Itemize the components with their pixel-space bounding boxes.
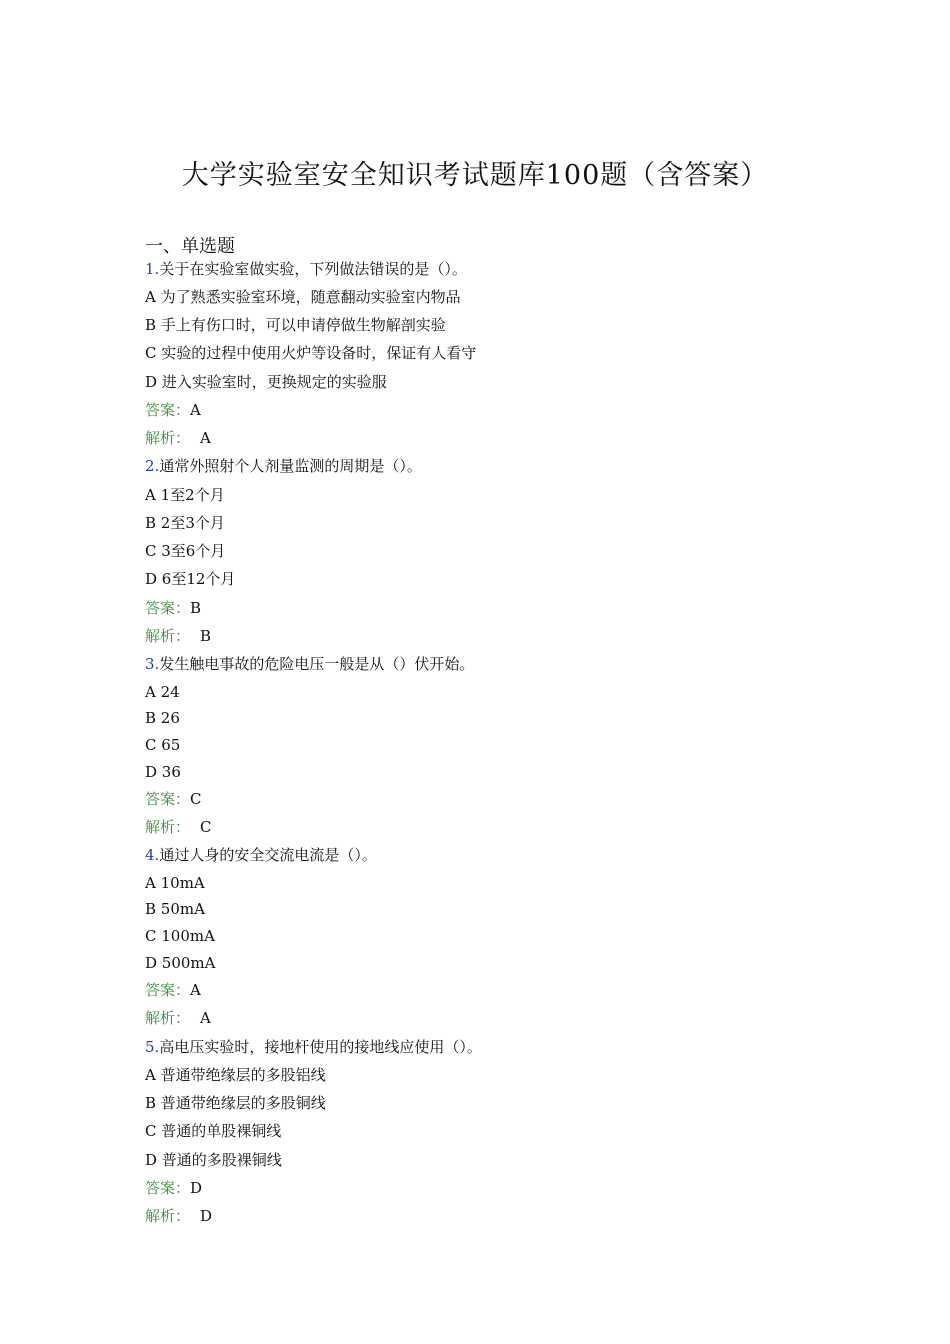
option-c: C 实验的过程中使用火炉等设备时，保证有人看守	[145, 344, 477, 362]
answer-value: A	[190, 401, 201, 419]
option-b: B 50mA	[145, 900, 205, 918]
question-stem	[145, 845, 377, 865]
answer-value: A	[190, 981, 201, 999]
analysis-value: C	[200, 818, 212, 836]
option-d: D 普通的多股裸铜线	[145, 1151, 282, 1169]
question-stem	[145, 1037, 482, 1057]
option-d: D 500mA	[145, 954, 216, 972]
option-b: B 2至3个月	[145, 514, 225, 532]
analysis-line	[145, 428, 211, 448]
option-a: A 10mA	[145, 874, 205, 892]
option-b: B 普通带绝缘层的多股铜线	[145, 1094, 326, 1112]
question-number: 2.	[145, 457, 160, 475]
option-a: A 普通带绝缘层的多股铝线	[145, 1066, 326, 1084]
analysis-line	[145, 817, 212, 837]
answer-line	[145, 1178, 202, 1198]
option-c: C 100mA	[145, 927, 215, 945]
option-a: A 为了熟悉实验室环境，随意翻动实验室内物品	[145, 288, 461, 306]
answer-label: 答案：	[145, 981, 191, 999]
analysis-value: D	[200, 1207, 213, 1225]
analysis-label: 解析：	[145, 429, 191, 447]
answer-value: B	[190, 599, 202, 617]
analysis-value: A	[200, 1009, 211, 1027]
section-heading: 一、单选题	[145, 236, 235, 257]
option-d: D 36	[145, 763, 181, 781]
option-b: B 26	[145, 709, 180, 727]
answer-label: 答案：	[145, 599, 191, 617]
option-a: A 1至2个月	[145, 486, 225, 504]
question-text: 通过人身的安全交流电流是（）。	[159, 846, 377, 864]
option-d: D 进入实验室时，更换规定的实验服	[145, 373, 387, 391]
analysis-value: B	[200, 627, 212, 645]
question-stem	[145, 456, 422, 476]
answer-label: 答案：	[145, 401, 191, 419]
option-c: C 65	[145, 736, 181, 754]
question-number: 1.	[145, 260, 160, 278]
document-title: 大学实验室安全知识考试题库100题（含答案）	[181, 160, 769, 191]
question-text: 关于在实验室做实验，下列做法错误的是（）。	[159, 260, 467, 278]
analysis-line	[145, 1206, 212, 1226]
answer-value: D	[190, 1179, 203, 1197]
analysis-line	[145, 626, 211, 646]
question-number: 3.	[145, 655, 160, 673]
answer-label: 答案：	[145, 1179, 191, 1197]
analysis-value: A	[200, 429, 211, 447]
option-d: D 6至12个月	[145, 570, 236, 588]
question-text: 高电压实验时，接地杆使用的接地线应使用（）。	[159, 1038, 482, 1056]
question-text: 发生触电事故的危险电压一般是从（）伏开始。	[159, 655, 475, 673]
analysis-line	[145, 1008, 211, 1028]
option-c: C 3至6个月	[145, 542, 226, 560]
answer-label: 答案：	[145, 790, 191, 808]
answer-value: C	[190, 790, 202, 808]
question-stem	[145, 259, 467, 279]
answer-line	[145, 400, 201, 420]
answer-line	[145, 598, 201, 618]
analysis-label: 解析：	[145, 818, 191, 836]
option-a: A 24	[145, 683, 180, 701]
question-number: 5.	[145, 1038, 160, 1056]
answer-line	[145, 980, 201, 1000]
option-c: C 普通的单股裸铜线	[145, 1122, 282, 1140]
analysis-label: 解析：	[145, 627, 191, 645]
question-stem	[145, 654, 474, 674]
question-number: 4.	[145, 846, 160, 864]
question-text: 通常外照射个人剂量监测的周期是（）。	[159, 457, 422, 475]
answer-line	[145, 789, 202, 809]
analysis-label: 解析：	[145, 1009, 191, 1027]
option-b: B 手上有伤口时，可以申请停做生物解剖实验	[145, 316, 446, 334]
analysis-label: 解析：	[145, 1207, 191, 1225]
